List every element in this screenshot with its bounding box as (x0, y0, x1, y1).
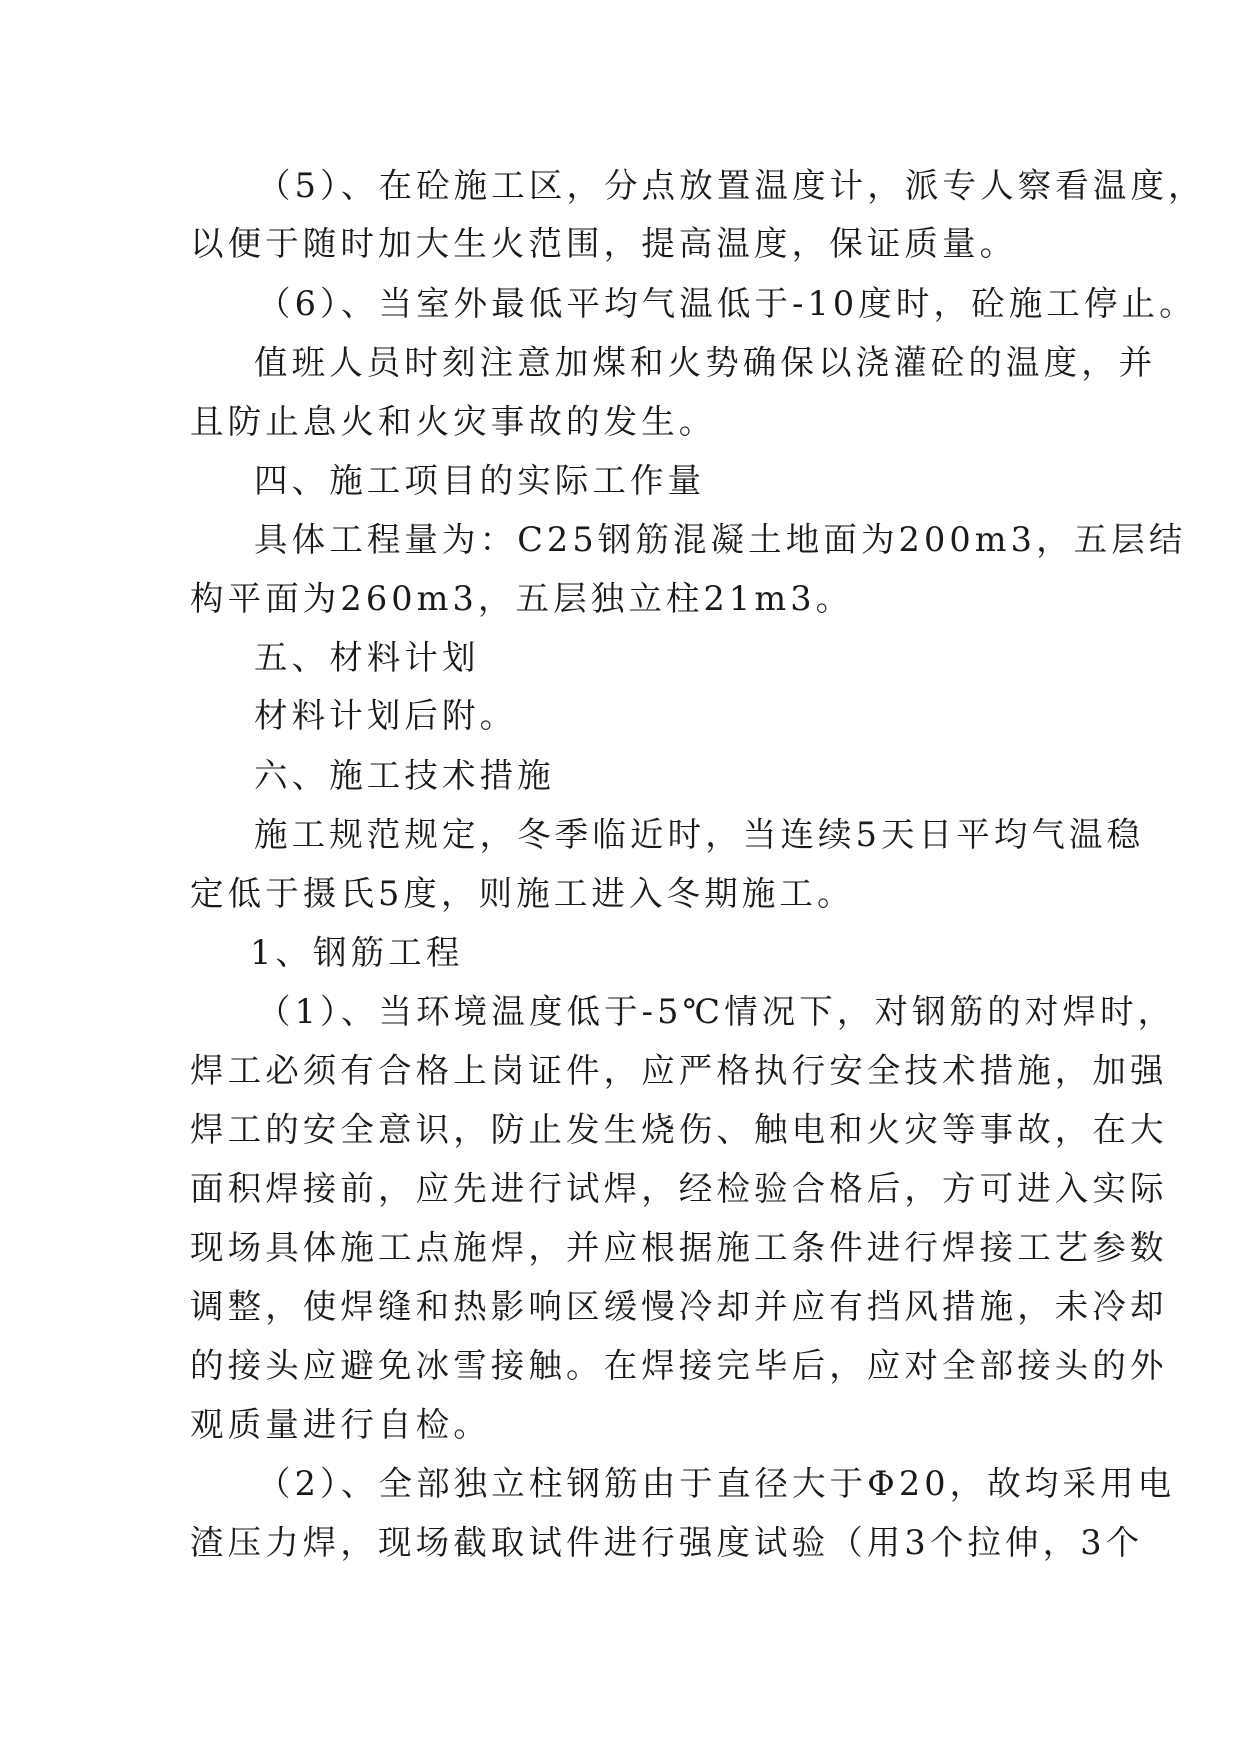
section-heading-4: 四、施工项目的实际工作量 (254, 461, 706, 500)
item-2-line-2: 渣压力焊，现场截取试件进行强度试验（用3个拉伸，3个 (190, 1523, 1144, 1562)
material-paragraph: 材料计划后附。 (254, 696, 518, 735)
spec-paragraph-line-1: 施工规范规定，冬季临近时，当连续5天日平均气温稳 (254, 815, 1145, 854)
section-heading-6: 六、施工技术措施 (254, 756, 555, 795)
item-2-line-1: （2）、全部独立柱钢筋由于直径大于Φ20，故均采用电 (257, 1464, 1176, 1503)
paragraph-5-line-2: 以便于随时加大生火范围，提高温度，保证质量。 (190, 224, 1018, 263)
section-heading-5: 五、材料计划 (254, 638, 480, 677)
duty-paragraph-line-2: 且防止息火和火灾事故的发生。 (190, 402, 717, 441)
quantity-paragraph-line-2: 构平面为260m3，五层独立柱21m3。 (190, 579, 854, 618)
item-1-line-6: 调整，使焊缝和热影响区缓慢冷却并应有挡风措施，未冷却 (190, 1287, 1168, 1326)
subsection-heading-1: 1、钢筋工程 (250, 933, 464, 972)
quantity-paragraph-line-1: 具体工程量为：C25钢筋混凝土地面为200m3，五层结 (254, 520, 1187, 559)
item-1-line-5: 现场具体施工点施焊，并应根据施工条件进行焊接工艺参数 (190, 1228, 1168, 1267)
paragraph-6-line-1: （6）、当室外最低平均气温低于-10度时，砼施工停止。 (257, 284, 1197, 323)
item-1-line-3: 焊工的安全意识，防止发生烧伤、触电和火灾等事故，在大 (190, 1110, 1168, 1149)
item-1-line-1: （1）、当环境温度低于-5℃情况下，对钢筋的对焊时， (257, 992, 1176, 1031)
duty-paragraph-line-1: 值班人员时刻注意加煤和火势确保以浇灌砼的温度，并 (254, 343, 1157, 382)
paragraph-5-line-1: （5）、在砼施工区，分点放置温度计，派专人察看温度， (257, 166, 1206, 205)
item-1-line-2: 焊工必须有合格上岗证件，应严格执行安全技术措施，加强 (190, 1051, 1168, 1090)
item-1-line-7: 的接头应避免冰雪接触。在焊接完毕后，应对全部接头的外 (190, 1346, 1168, 1385)
item-1-line-4: 面积焊接前，应先进行试焊，经检验合格后，方可进入实际 (190, 1169, 1168, 1208)
spec-paragraph-line-2: 定低于摄氏5度，则施工进入冬期施工。 (190, 874, 855, 913)
item-1-line-8: 观质量进行自检。 (190, 1405, 491, 1444)
